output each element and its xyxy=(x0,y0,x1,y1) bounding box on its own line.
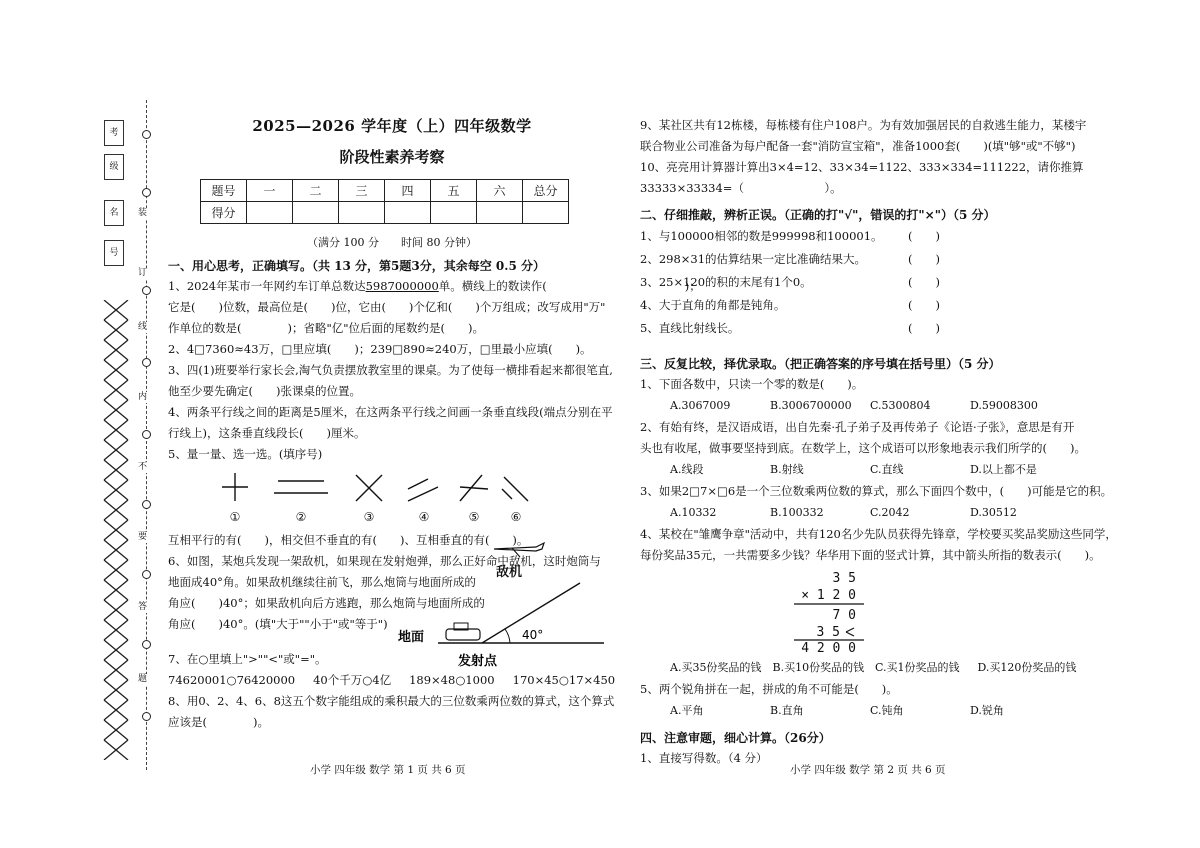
ground-label: 地面 xyxy=(398,630,425,645)
option[interactable]: C.2042 xyxy=(870,506,910,519)
score-cell: 六 xyxy=(477,180,523,202)
section-2-heading: 二、仔细推敲，辨析正误。（正确的打"√"，错误的打"×"）（5 分） xyxy=(640,208,996,222)
choice-2: 2、有始有终，是汉语成语，出自先秦·孔子弟子及再传弟子《论语·子张》，意思是有开 xyxy=(640,420,1075,434)
question-7: 7、在○里填上">""<"或"="。 xyxy=(168,652,327,666)
option[interactable]: A.买35份奖品的钱 xyxy=(670,661,762,674)
option[interactable]: A.10332 xyxy=(670,506,717,519)
choice-3-options xyxy=(640,502,1080,524)
option[interactable]: B.直角 xyxy=(770,704,804,717)
angle-arc xyxy=(505,629,510,643)
score-cell: 四 xyxy=(385,180,431,202)
calc-line: 3 5 xyxy=(816,625,840,640)
option[interactable]: C.买1份奖品的钱 xyxy=(875,661,960,674)
judge-blank[interactable]: ( ) xyxy=(908,252,940,266)
judge-text: 4、大于直角的角都是钝角。 xyxy=(640,298,786,312)
binding-hole xyxy=(142,430,151,439)
choice-4-line-2: 每份奖品35元，一共需要多少钱？华华用下面的竖式计算，其中箭头所指的数表示( )。 xyxy=(640,548,1101,562)
calc-line: × 1 2 0 xyxy=(801,588,856,603)
figure-4-line xyxy=(408,479,428,489)
binding-hole xyxy=(142,188,151,197)
exam-title: 2025—2026 学年度（上）四年级数学 xyxy=(252,117,532,135)
option[interactable]: D.30512 xyxy=(970,506,1017,519)
score-cell: 一 xyxy=(247,180,293,202)
vertical-multiplication xyxy=(790,570,900,654)
binding-hole xyxy=(142,570,151,579)
judge-blank[interactable]: ( ) xyxy=(908,275,940,289)
score-blank[interactable] xyxy=(523,202,569,224)
question-6: 6、如图，某炮兵发现一架敌机，如果现在发射炮弹，那么正好命中敌机，这时炮筒与 xyxy=(168,554,601,568)
judge-item xyxy=(640,317,1080,340)
binding-cross-pattern xyxy=(102,300,130,760)
judge-item xyxy=(640,248,1080,271)
figure-4-line xyxy=(408,487,438,501)
binding-char: 线 xyxy=(138,322,148,332)
score-table-header-row xyxy=(201,180,569,202)
question-1-line-2: 它是( )位数，最高位是( )位，它由( )个亿和( )个万组成；改写成用"万" xyxy=(168,300,606,314)
option[interactable]: C.钝角 xyxy=(870,704,904,717)
choice-5-options xyxy=(640,700,1080,722)
plane-icon xyxy=(492,539,546,559)
binding-margin xyxy=(100,100,158,770)
page-1-footer: 小学 四年级 数学 第 1 页 共 6 页 xyxy=(310,764,466,776)
score-blank[interactable] xyxy=(477,202,523,224)
question-4: 4、两条平行线之间的距离是5厘米，在这两条平行线之间画一条垂直线段(端点分别在平 xyxy=(168,405,613,419)
figure-5-line xyxy=(460,487,488,489)
binding-hole xyxy=(142,286,151,295)
binding-char: 要 xyxy=(138,532,148,542)
figure-label: ③ xyxy=(363,510,375,524)
question-8: 8、用0、2、4、6、8这五个数字能组成的乘积最大的三位数乘两位数的算式，这个算式 xyxy=(168,694,615,708)
calc-line: 7 0 xyxy=(832,608,856,623)
question-10-line-2: 33333×33334=（ ）。 xyxy=(640,181,842,195)
option[interactable]: A.3067009 xyxy=(670,399,731,412)
enemy-plane-label: 敌机 xyxy=(496,565,523,580)
choice-2-options xyxy=(640,459,1080,481)
option[interactable]: D.59008300 xyxy=(970,399,1038,412)
question-6-line-3: 角应( )40°；如果敌机向后方逃跑，那么炮筒与地面所成的 xyxy=(168,596,485,610)
choice-4: 4、某校在"雏鹰争章"活动中，共有120名少先队员获得先锋章，学校要买奖品奖励这些同学， xyxy=(640,527,1117,541)
question-5-line-2: 互相平行的有( )，相交但不垂直的有( )、互相垂直的有( )。 xyxy=(168,533,529,547)
question-5: 5、量一量、选一选。(填序号) xyxy=(168,447,323,461)
score-blank[interactable] xyxy=(247,202,293,224)
binding-char: 题 xyxy=(138,674,148,684)
judge-text: 5、直线比射线长。 xyxy=(640,321,740,335)
judge-text: 2、298×31的估算结果一定比准确结果大。 xyxy=(640,252,867,266)
binding-box-number: 号 xyxy=(104,240,124,266)
option[interactable]: C.5300804 xyxy=(870,399,931,412)
choice-1: 1、下面各数中，只读一个零的数是( )。 xyxy=(640,377,864,391)
score-cell: 题号 xyxy=(201,180,247,202)
question-6-line-4: 角应( )40°。(填"大于""小于"或"等于") xyxy=(168,617,388,631)
judge-item xyxy=(640,271,1080,294)
binding-box-name: 名 xyxy=(104,200,124,226)
score-blank[interactable] xyxy=(385,202,431,224)
question-6-line-2: 地面成40°角。如果敌机继续往前飞，那么炮筒与地面所成的 xyxy=(168,575,476,589)
question-1-line-3: 作单位的数是( )；省略"亿"位后面的尾数约是( )。 xyxy=(168,321,485,335)
calc-line: 3 5 xyxy=(832,571,856,586)
score-cell: 得分 xyxy=(201,202,247,224)
question-4-line-2: 行线上)，这条垂直线段长( )厘米。 xyxy=(168,426,366,440)
binding-box-class: 级 xyxy=(104,154,124,180)
figure-label: ① xyxy=(229,510,241,524)
choice-1-options xyxy=(640,395,1080,417)
compare-item: 74620001○76420000 xyxy=(168,673,296,687)
option[interactable]: D.买120份奖品的钱 xyxy=(977,661,1077,674)
option[interactable]: A.线段 xyxy=(670,463,704,476)
option[interactable]: D.锐角 xyxy=(970,704,1004,717)
compare-item: 189×48○1000 xyxy=(409,673,495,687)
question-10: 10、亮亮用计算器计算出3×4=12、33×34=1122、333×334=111222，请你推算 xyxy=(640,160,1084,174)
section-4-heading: 四、注意审题，细心计算。（26分） xyxy=(640,731,831,745)
option[interactable]: B.买10份奖品的钱 xyxy=(772,661,865,674)
choice-4-options xyxy=(640,657,1080,679)
score-blank[interactable] xyxy=(431,202,477,224)
question-3-line-2: 他至少要先确定( )张课桌的位置。 xyxy=(168,384,361,398)
score-table-score-row xyxy=(201,202,569,224)
judge-item xyxy=(640,225,1080,248)
binding-char: 答 xyxy=(138,602,148,612)
figure-6-line xyxy=(502,489,512,499)
arrow-icon xyxy=(846,628,854,636)
question-7-items xyxy=(168,670,616,691)
binding-box-school: 考 xyxy=(104,120,124,146)
binding-hole xyxy=(142,640,151,649)
binding-char: 不 xyxy=(138,462,148,472)
score-cell: 三 xyxy=(339,180,385,202)
binding-char: 装 xyxy=(138,208,148,218)
section-4-question-1: 1、直接写得数。（4 分） xyxy=(640,751,768,765)
option[interactable]: A.平角 xyxy=(670,704,704,717)
q1-number: 5987000000 xyxy=(365,279,439,293)
judge-blank[interactable]: ( ) xyxy=(908,229,940,243)
cannon-angle-figure xyxy=(398,581,618,671)
angle-label: 40° xyxy=(522,628,544,642)
binding-hole xyxy=(142,358,151,367)
score-blank[interactable] xyxy=(293,202,339,224)
binding-char: 订 xyxy=(138,268,148,278)
question-9: 9、某社区共有12栋楼，每栋楼有住户108户。为有效加强居民的自救逃生能力，某楼宇 xyxy=(640,118,1087,132)
compare-item: 40个千万○4亿 xyxy=(313,673,392,687)
score-cell: 二 xyxy=(293,180,339,202)
page-2-footer: 小学 四年级 数学 第 2 页 共 6 页 xyxy=(790,764,946,776)
question-1 xyxy=(168,276,701,297)
launch-point-label: 发射点 xyxy=(458,654,498,669)
option[interactable]: B.100332 xyxy=(770,506,824,519)
score-cell: 五 xyxy=(431,180,477,202)
section-3-heading: 三、反复比较，择优录取。（把正确答案的序号填在括号里）（5 分） xyxy=(640,357,1001,371)
tank-icon xyxy=(446,629,480,640)
option[interactable]: C.直线 xyxy=(870,463,904,476)
choice-5: 5、两个锐角拼在一起，拼成的角不可能是( )。 xyxy=(640,682,898,696)
binding-char: 内 xyxy=(138,392,148,402)
page-2 xyxy=(640,115,1117,815)
score-cell: 总分 xyxy=(523,180,569,202)
figure-label: ⑥ xyxy=(510,510,522,524)
judge-blank[interactable]: ( ) xyxy=(908,321,940,335)
binding-hole xyxy=(142,130,151,139)
question-9-line-2: 联合物业公司准备为每户配备一套"消防宣宝箱"，准备1000套( )(填"够"或"不够") xyxy=(640,139,1076,153)
judge-blank[interactable]: ( ) xyxy=(908,298,940,312)
choice-3: 3、如果2□7×□6是一个三位数乘两位数的算式，那么下面四个数中，( )可能是它的积。 xyxy=(640,484,1113,498)
figure-6-line xyxy=(504,477,528,501)
exam-meta: （满分 100 分 时间 80 分钟） xyxy=(307,236,477,249)
score-blank[interactable] xyxy=(339,202,385,224)
judge-text: 3、25×120的积的末尾有1个0。 xyxy=(640,275,812,289)
option[interactable]: D.以上都不是 xyxy=(970,463,1037,476)
choice-2-line-2: 头也有收尾，做事要坚持到底。在数学上，这个成语可以形象地表示我们所学的( )。 xyxy=(640,441,1086,455)
binding-hole xyxy=(142,712,151,721)
question-8-line-2: 应该是( )。 xyxy=(168,715,269,729)
figure-label: ⑤ xyxy=(468,510,480,524)
question-2: 2、4□7360≈43万，□里应填( )；239□890≈240万，□里最小应填( )。 xyxy=(168,342,592,356)
q1-text-end: 单。横线上的数读作( )； xyxy=(438,279,701,293)
line-figures xyxy=(214,471,534,527)
exam-subtitle: 阶段性素养考察 xyxy=(339,148,445,166)
figure-label: ② xyxy=(295,510,307,524)
figure-label: ④ xyxy=(418,510,430,524)
option[interactable]: B.射线 xyxy=(770,463,804,476)
q1-text: 1、2024年某市一年网约车订单总数达 xyxy=(168,279,366,293)
score-table xyxy=(200,179,569,224)
calc-line: 4 2 0 0 xyxy=(801,641,856,654)
compare-item: 170×45○17×450 xyxy=(512,673,616,687)
section-1-heading: 一、用心思考，正确填写。（共 13 分，第5题3分，其余每空 0.5 分） xyxy=(168,259,545,273)
binding-hole xyxy=(142,500,151,509)
judge-item xyxy=(640,294,1080,317)
question-3: 3、四(1)班要举行家长会,淘气负责摆放教室里的课桌。为了使每一横排看起来都很笔直, xyxy=(168,363,613,377)
option[interactable]: B.3006700000 xyxy=(770,399,852,412)
judge-text: 1、与100000相邻的数是999998和100001。 xyxy=(640,229,883,243)
